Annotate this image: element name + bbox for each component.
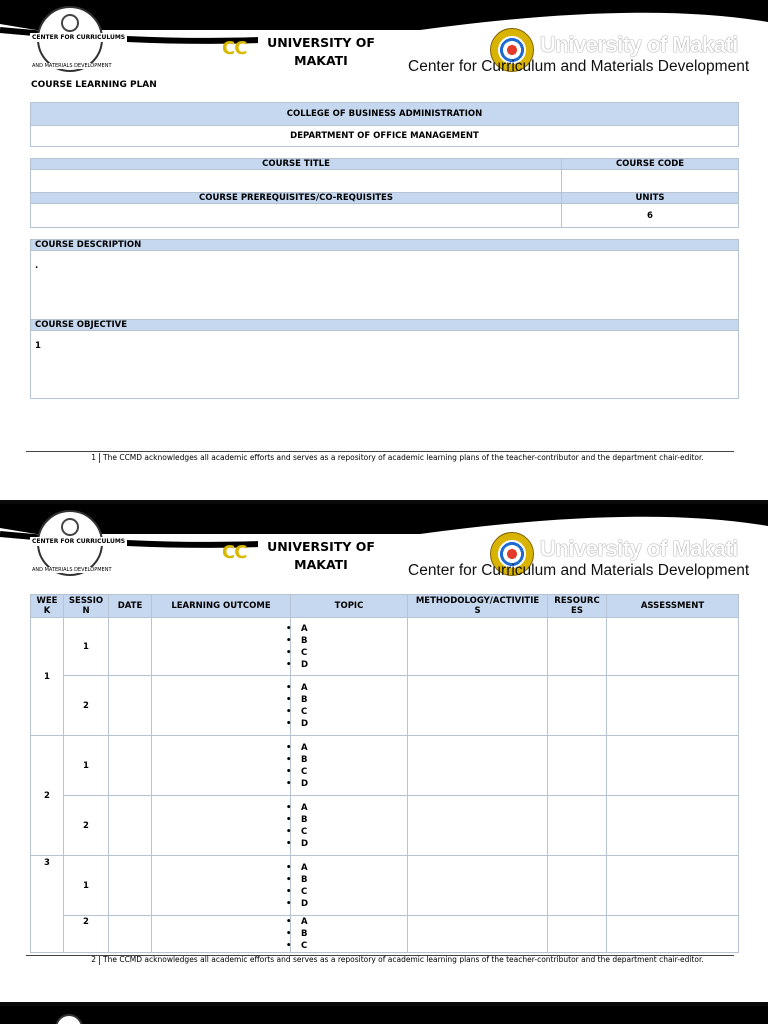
session-cell[interactable]: 1 (64, 856, 109, 916)
week-cell[interactable]: 3 (31, 856, 64, 953)
course-title-value[interactable] (31, 170, 562, 193)
resources-cell[interactable] (548, 736, 607, 796)
methodology-cell[interactable] (408, 618, 548, 676)
resources-cell[interactable] (548, 676, 607, 736)
col-methodology: METHODOLOGY/ACTIVITIE S (408, 595, 548, 618)
footnote-number: 1 (91, 453, 96, 462)
page-header (0, 0, 768, 82)
topic-item: • D (295, 898, 403, 910)
center-title: Center for Curriculum and Materials Development (408, 562, 750, 579)
session-cell[interactable]: 1 (64, 736, 109, 796)
center-title: Center for Curriculum and Materials Development (408, 58, 750, 75)
session-cell[interactable]: 2 (64, 796, 109, 856)
university-wordmark: University of Makati (540, 32, 738, 57)
assessment-cell[interactable] (607, 676, 739, 736)
outcome-cell[interactable] (152, 856, 291, 916)
outcome-cell[interactable] (152, 618, 291, 676)
topic-item: • A (295, 916, 403, 928)
date-cell[interactable] (109, 856, 152, 916)
topic-cell[interactable] (291, 856, 408, 916)
footnote-number: 2 (91, 955, 96, 964)
prereq-value[interactable] (31, 204, 562, 228)
methodology-cell[interactable] (408, 676, 548, 736)
footnote-text: The CCMD acknowledges all academic efforts and serves as a repository of academic learning plans of the teacher-contributor and the department chair-editor. (99, 453, 723, 463)
col-week: WEE K (31, 595, 64, 618)
description-label: COURSE DESCRIPTION (31, 240, 739, 251)
course-info-table (30, 158, 739, 228)
course-code-value[interactable] (562, 170, 739, 193)
assessment-cell[interactable] (607, 618, 739, 676)
cc-logo: CC (222, 38, 247, 59)
topic-item: • B (295, 814, 403, 826)
footnote-text: The CCMD acknowledges all academic efforts and serves as a repository of academic learning plans of the teacher-contributor and the department chair-editor. (99, 955, 723, 965)
ccmd-logo-text-1: CENTER FOR CURRICULUMS (32, 34, 126, 41)
university-name: UNIVERSITY OF MAKATI (267, 539, 375, 572)
topic-item: • A (295, 623, 403, 635)
col-learning-outcome: LEARNING OUTCOME (152, 595, 291, 618)
week-cell[interactable]: 1 (31, 618, 64, 736)
col-session: SESSIO N (64, 595, 109, 618)
date-cell[interactable] (109, 618, 152, 676)
topic-item: • C (295, 766, 403, 778)
topic-item: • B (295, 754, 403, 766)
resources-cell[interactable] (548, 856, 607, 916)
topic-item: • A (295, 802, 403, 814)
ccmd-logo-text-2: AND MATERIALS DEVELOPMENT (32, 567, 112, 573)
objective-value[interactable]: 1 (31, 331, 739, 399)
university-name: UNIVERSITY OF MAKATI (267, 35, 375, 68)
methodology-cell[interactable] (408, 736, 548, 796)
topic-item: • A (295, 742, 403, 754)
topic-item: • D (295, 838, 403, 850)
university-wordmark: University of Makati (540, 536, 738, 561)
schedule-table (30, 594, 739, 953)
units-value[interactable]: 6 (562, 204, 739, 228)
outcome-cell[interactable] (152, 916, 291, 953)
outcome-cell[interactable] (152, 736, 291, 796)
topic-item: • C (295, 706, 403, 718)
topic-item: • C (295, 826, 403, 838)
topic-cell[interactable] (291, 736, 408, 796)
session-cell[interactable]: 2 (64, 676, 109, 736)
topic-item: • B (295, 635, 403, 647)
session-cell[interactable]: 1 (64, 618, 109, 676)
topic-item: • C (295, 886, 403, 898)
ccmd-logo-text-2: AND MATERIALS DEVELOPMENT (32, 63, 112, 69)
topic-cell[interactable] (291, 796, 408, 856)
outcome-cell[interactable] (152, 796, 291, 856)
methodology-cell[interactable] (408, 856, 548, 916)
assessment-cell[interactable] (607, 736, 739, 796)
objective-label: COURSE OBJECTIVE (31, 320, 739, 331)
outcome-cell[interactable] (152, 676, 291, 736)
plan-title: COURSE LEARNING PLAN (31, 80, 157, 90)
session-cell[interactable]: 2 (64, 916, 109, 953)
col-date: DATE (109, 595, 152, 618)
date-cell[interactable] (109, 736, 152, 796)
college-table (30, 102, 739, 147)
college-name: COLLEGE OF BUSINESS ADMINISTRATION (31, 103, 739, 126)
resources-cell[interactable] (548, 796, 607, 856)
description-table (30, 239, 739, 399)
methodology-cell[interactable] (408, 916, 548, 953)
topic-item: • C (295, 940, 403, 952)
topic-item: • D (295, 659, 403, 671)
page-2 (0, 504, 768, 1002)
assessment-cell[interactable] (607, 856, 739, 916)
col-assessment: ASSESSMENT (607, 595, 739, 618)
course-title-label: COURSE TITLE (31, 159, 562, 170)
topic-item: • A (295, 862, 403, 874)
topic-item: • B (295, 928, 403, 940)
prereq-label: COURSE PREREQUISITES/CO-REQUISITES (31, 193, 562, 204)
date-cell[interactable] (109, 916, 152, 953)
methodology-cell[interactable] (408, 796, 548, 856)
department-name: DEPARTMENT OF OFFICE MANAGEMENT (31, 126, 739, 147)
assessment-cell[interactable] (607, 796, 739, 856)
page-header (0, 504, 768, 586)
col-resources: RESOURC ES (548, 595, 607, 618)
topic-item: • C (295, 647, 403, 659)
topic-cell[interactable] (291, 916, 408, 953)
topic-item: • D (295, 778, 403, 790)
page-3 (0, 1006, 768, 1024)
description-value[interactable]: . (31, 251, 739, 320)
footnote-rule (26, 451, 734, 452)
topic-item: • B (295, 874, 403, 886)
topic-item: • D (295, 718, 403, 730)
topic-cell[interactable] (291, 618, 408, 676)
ccmd-logo-text-1: CENTER FOR CURRICULUMS (32, 538, 126, 545)
date-cell[interactable] (109, 676, 152, 736)
cc-logo: CC (222, 542, 247, 563)
topic-cell[interactable] (291, 676, 408, 736)
page-1 (0, 0, 768, 500)
assessment-cell[interactable] (607, 916, 739, 953)
topic-item: • B (295, 694, 403, 706)
week-cell[interactable]: 2 (31, 736, 64, 856)
units-label: UNITS (562, 193, 739, 204)
course-code-label: COURSE CODE (562, 159, 739, 170)
col-topic: TOPIC (291, 595, 408, 618)
date-cell[interactable] (109, 796, 152, 856)
topic-item: • A (295, 682, 403, 694)
resources-cell[interactable] (548, 916, 607, 953)
resources-cell[interactable] (548, 618, 607, 676)
